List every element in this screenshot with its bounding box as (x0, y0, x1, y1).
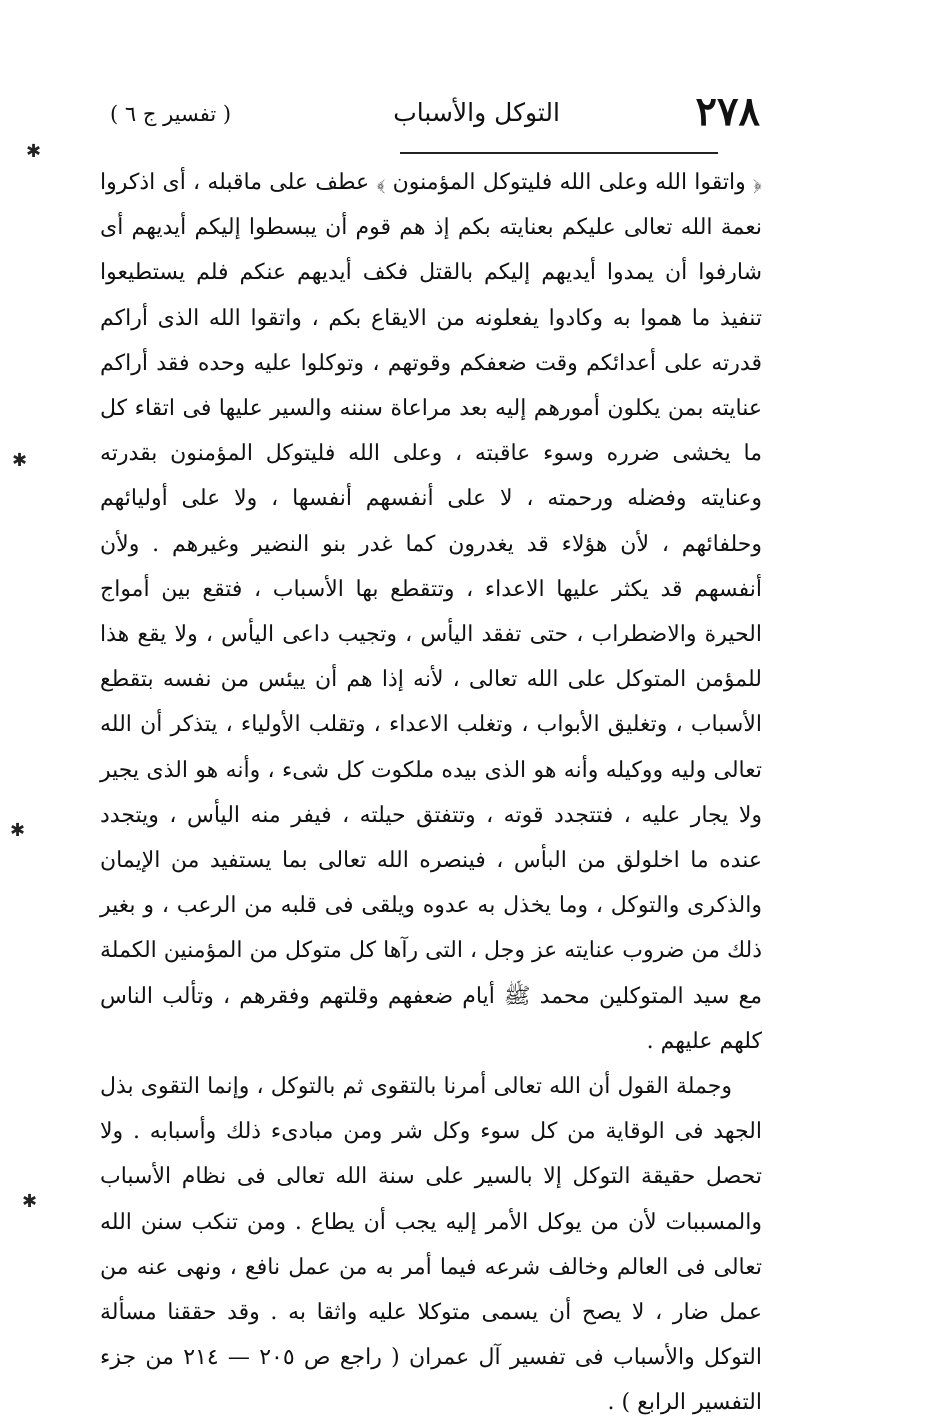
margin-speck: ✱ (22, 1191, 38, 1212)
page-number: ٢٧٨ (695, 88, 760, 135)
margin-speck: ✱ (26, 141, 42, 162)
header-rule (400, 152, 718, 154)
running-title: التوكل والأسباب (393, 98, 560, 127)
page-header (100, 88, 760, 138)
paragraph-2: وجملة القول أن الله تعالى أمرنا بالتقوى ثم بالتوكل ، وإنما التقوى بذل الجهد فى الوقاية من كل سوء وكل شر ومن مبادىء ذلك وأسبابه . ولا تحصل حقيقة التوكل إلا بالسير على سنة الله تعالى فى نظام الأسباب والمسببات لأن من يوكل الأمر إليه يجب أن يطاع . ومن تنكب سنن الله تعالى فى العالم وخالف شرعه فيما أمر به من عمل نافع ، ونهى عنه من عمل ضار ، لا يصح أن يسمى متوكلا عليه واثقا به . وقد حققنا مسألة التوكل والأسباب فى تفسير آل عمران ( راجع ص ٢٠٥ — ٢١٤ من جزء التفسير الرابع ) . (100, 1074, 762, 1416)
body-text (100, 160, 762, 1426)
margin-speck: ✱ (10, 820, 26, 841)
paragraph-1: ﴿ واتقوا الله وعلى الله فليتوكل المؤمنون ﴾ عطف على ماقبله ، أى اذكروا نعمة الله تعالى عليكم بعنايته بكم إذ هم قوم أن يبسطوا إليكم أيديهم أى شارفوا أن يمدوا أيديهم إليكم بالقتل فكف أيديهم عنكم فلم يستطيعوا تنفيذ ما هموا به وكادوا يفعلونه من الايقاع بكم ، واتقوا الله الذى أراكم قدرته على أعدائكم وقت ضعفكم وقوتهم ، وتوكلوا عليه وحده فقد أراكم عنايته بمن يكلون أمورهم إليه بعد مراعاة سننه والسير عليها فى اتقاء كل ما يخشى ضرره وسوء عاقبته ، وعلى الله فليتوكل المؤمنون بقدرته وعنايته وفضله ورحمته ، لا على أنفسهم أنفسها ، ولا على أوليائهم وحلفائهم ، لأن هؤلاء قد يغدرون كما غدر بنو النضير وغيرهم . ولأن أنفسهم قد يكثر عليها الاعداء ، وتتقطع بها الأسباب ، فتقع بين أمواج الحيرة والاضطراب ، حتى تفقد اليأس ، وتجيب داعى اليأس ، ولا يقع هذا للمؤمن المتوكل على الله تعالى ، لأنه إذا هم أن ييئس من نفسه بتقطع الأسباب ، وتغليق الأبواب ، وتغلب الاعداء ، وتقلب الأولياء ، يتذكر أن الله تعالى وليه ووكيله وأنه هو الذى بيده ملكوت كل شىء ، وأنه هو الذى يجير ولا يجار عليه ، فتتجدد قوته ، وتتفتق حيلته ، فيفر منه اليأس ، ويتجدد عنده ما اخلولق من البأس ، فينصره الله تعالى بما يستفيد من الإيمان والذكرى والتوكل ، وما يخذل به عدوه ويلقى فى قلبه من الرعب ، و بغير ذلك من ضروب عنايته عز وجل ، التى رآها كل متوكل من المؤمنين الكملة مع سيد المتوكلين محمد ﷺ أيام ضعفهم وقلتهم وفقرهم ، وتألب الناس كلهم عليهم . (100, 170, 763, 1054)
volume-label: ( تفسير ج ٦ ) (110, 102, 232, 126)
margin-speck: ✱ (12, 450, 28, 471)
